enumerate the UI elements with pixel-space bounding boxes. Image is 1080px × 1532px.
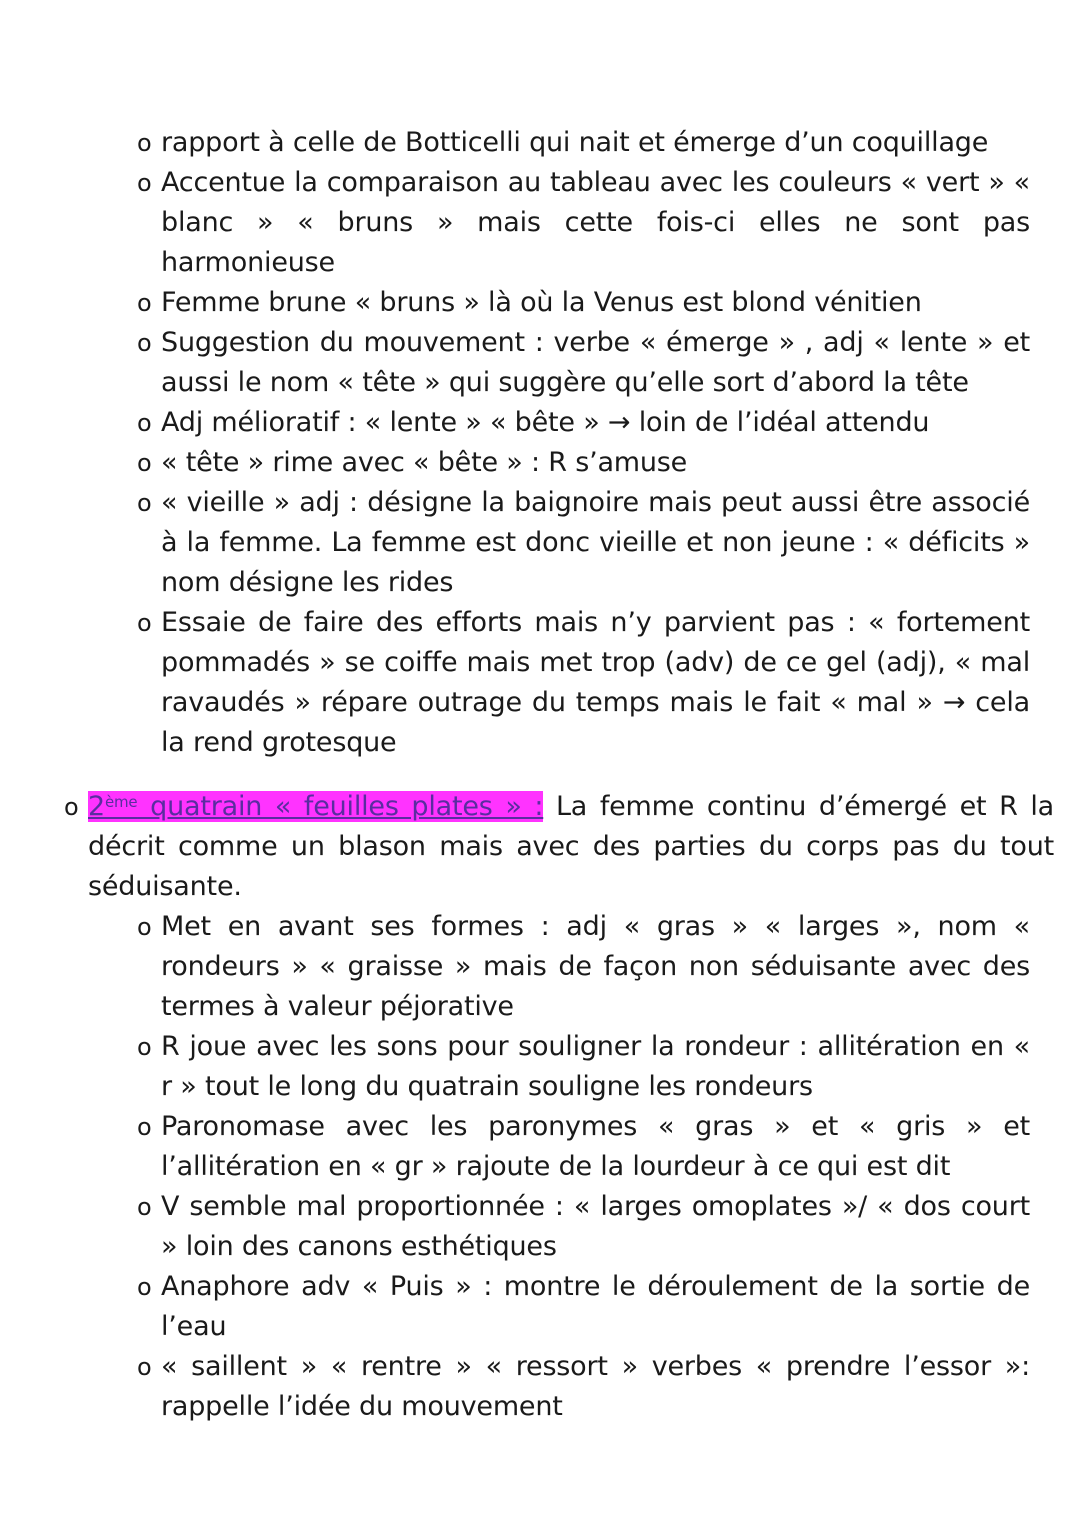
bullet-icon: o xyxy=(137,449,152,477)
list-item xyxy=(137,907,1030,1027)
section-heading-highlight xyxy=(88,791,543,822)
bullet-icon: o xyxy=(137,1113,152,1141)
section-second-quatrain xyxy=(64,787,1054,907)
list-item xyxy=(137,163,1030,283)
list-item xyxy=(137,1187,1030,1267)
heading-superscript: ème xyxy=(104,793,138,811)
item-text: R joue avec les sons pour souligner la rondeur : allitération en « r » tout le long du quatrain souligne les rondeurs xyxy=(161,1031,1030,1102)
bullet-icon: o xyxy=(64,793,79,821)
section-text: La femme continu d’émergé et R la décrit comme un blason mais avec des parties du corps pas du tout séduisante. xyxy=(88,791,1054,902)
item-text: Anaphore adv « Puis » : montre le déroulement de la sortie de l’eau xyxy=(161,1271,1030,1342)
list-item xyxy=(137,123,1030,163)
list-item xyxy=(137,283,1030,323)
heading-number: 2 xyxy=(88,791,105,822)
list-item xyxy=(137,1107,1030,1187)
bullet-icon: o xyxy=(137,489,152,517)
bullet-icon: o xyxy=(137,329,152,357)
item-text: Paronomase avec les paronymes « gras » et « gris » et l’allitération en « gr » rajoute de la lourdeur à ce qui est dit xyxy=(161,1111,1030,1182)
list-item xyxy=(137,603,1030,763)
item-text: Essaie de faire des efforts mais n’y parvient pas : « fortement pommadés » se coiffe mais met trop (adv) de ce gel (adj), « mal ravaudés » répare outrage du temps mais le fait « mal » → cela la rend grotesque xyxy=(161,607,1030,758)
item-text: rapport à celle de Botticelli qui nait et émerge d’un coquillage xyxy=(161,127,989,158)
bullet-icon: o xyxy=(137,913,152,941)
heading-title: quatrain « feuilles plates » : xyxy=(137,791,544,822)
bullet-icon: o xyxy=(137,609,152,637)
first-bullet-list xyxy=(137,123,1030,763)
item-text: Femme brune « bruns » là où la Venus est blond vénitien xyxy=(161,287,922,318)
bullet-icon: o xyxy=(137,1193,152,1221)
list-item xyxy=(137,1347,1030,1427)
bullet-icon: o xyxy=(137,1033,152,1061)
item-text: Accentue la comparaison au tableau avec les couleurs « vert » « blanc » « bruns » mais cette fois-ci elles ne sont pas harmonieuse xyxy=(161,167,1030,278)
item-text: V semble mal proportionnée : « larges omoplates »/ « dos court » loin des canons esthétiques xyxy=(161,1191,1030,1262)
second-bullet-list xyxy=(137,907,1030,1427)
list-item xyxy=(137,403,1030,443)
list-item xyxy=(137,443,1030,483)
item-text: « saillent » « rentre » « ressort » verbes « prendre l’essor »: rappelle l’idée du mouvement xyxy=(161,1351,1030,1422)
item-text: « vieille » adj : désigne la baignoire mais peut aussi être associé à la femme. La femme est donc vieille et non jeune : « déficits » nom désigne les rides xyxy=(161,487,1030,598)
list-item xyxy=(137,1267,1030,1347)
bullet-icon: o xyxy=(137,1273,152,1301)
item-text: Adj mélioratif : « lente » « bête » → loin de l’idéal attendu xyxy=(161,407,930,438)
item-text: Met en avant ses formes : adj « gras » « larges », nom « rondeurs » « graisse » mais de façon non séduisante avec des termes à valeur péjorative xyxy=(161,911,1030,1022)
bullet-icon: o xyxy=(137,409,152,437)
bullet-icon: o xyxy=(137,1353,152,1381)
item-text: « tête » rime avec « bête » : R s’amuse xyxy=(161,447,688,478)
bullet-icon: o xyxy=(137,129,152,157)
bullet-icon: o xyxy=(137,289,152,317)
list-item xyxy=(137,483,1030,603)
item-text: Suggestion du mouvement : verbe « émerge » , adj « lente » et aussi le nom « tête » qui suggère qu’elle sort d’abord la tête xyxy=(161,327,1030,398)
list-item xyxy=(137,323,1030,403)
bullet-icon: o xyxy=(137,169,152,197)
list-item xyxy=(137,1027,1030,1107)
